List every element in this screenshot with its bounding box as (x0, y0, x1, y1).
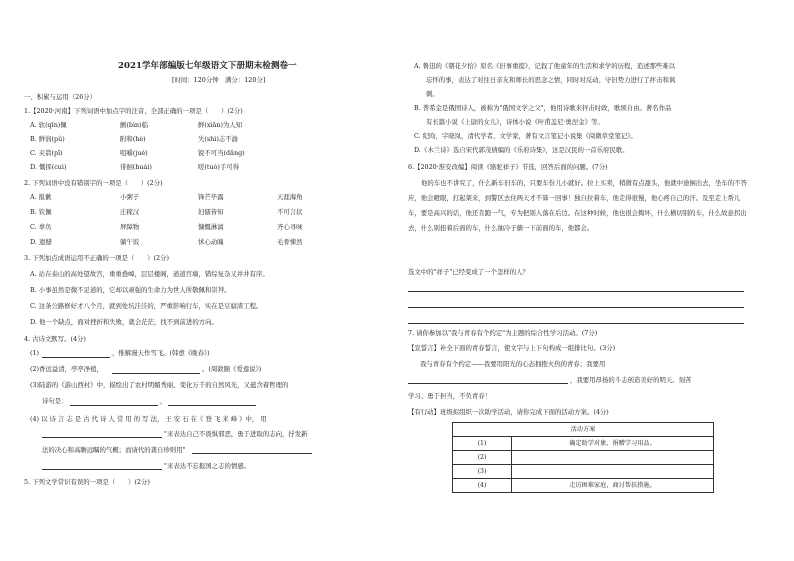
q4-line2-text: (2)香远益清，亭亭净植， (30, 365, 103, 373)
q3-option-a: A. 站在泰山的高处望故宫，重重叠嶂，层层楼阁，道道宫墙，错综复杂又井井有序。 (30, 270, 269, 278)
question-5-stem: 5. 下列文学常识有误的一项是（ ）(2分) (24, 478, 150, 486)
q4-line2-source: 。(周敦颐《爱莲说》) (202, 365, 262, 373)
q2-option-c4: 齐心寻味 (277, 223, 303, 231)
table-header-row (453, 423, 714, 437)
q4-line3-text: (3)陆游的《游山西村》中，描绘出了农村明媚秀丽、变化万千的自然风光，又蕴含着哲理的 (30, 381, 289, 389)
q4-line1-label: (1) (30, 349, 40, 357)
q4-line3-comma: ， (160, 397, 167, 405)
row-number: (2) (453, 451, 512, 465)
q2-option-c2: 屏障物 (120, 223, 140, 231)
q2-option-d4: 毛骨悚然 (277, 238, 303, 246)
q5-option-b-line2: 有长篇小说《上尉的女儿》，诗体小说《叶甫盖尼·奥涅金》等。 (426, 118, 604, 126)
q4-line4-text-b: "来表达自己不畏惧邪恶，勇于进取的志向，抒发新 (164, 430, 308, 438)
q1-option-c3: 锐不可当(dǎng) (198, 149, 245, 157)
q7-pledge-line1: 我与青春有个约定——我要用阳光的心态拥抱火热的青春；我要用 (420, 360, 606, 368)
table-title: 活动方案 (453, 423, 714, 437)
q6-question: 选文中的"祥子"已经变成了一个怎样的人？ (408, 268, 529, 276)
q1-option-d3: 嗟(tuò)手可得 (198, 163, 240, 171)
q2-option-c3: 慷慨淋漓 (198, 223, 224, 231)
question-4-stem: 4. 古诗文默写。(4分) (24, 335, 86, 343)
q4-line1-text: ，惟解漫天作雪飞。(韩愈《晚春》) (112, 349, 210, 357)
q2-option-b2: 庄稼汉 (120, 208, 140, 216)
q6-answer-line-2[interactable] (408, 307, 744, 308)
q2-option-b3: 妇儒皆知 (198, 208, 224, 216)
q4-answer-blank-4b[interactable] (192, 453, 312, 454)
q5-option-a-line3: 刺。 (426, 90, 439, 98)
q2-option-c1: C. 辜负 (30, 223, 52, 231)
section-heading: 一、积累与运用（26分） (24, 93, 97, 101)
q4-answer-blank-3b[interactable] (168, 405, 256, 406)
q4-line4-text-c: 法的决心和高瞻远瞩的气概；而请代的龚自珍则用" (42, 446, 186, 454)
q4-answer-blank-2[interactable] (112, 373, 200, 374)
q1-option-a3: 鲜(xiǎn)为人知 (198, 121, 243, 129)
q1-option-a1: A. 软(qīn)佩 (30, 121, 67, 129)
q2-option-d2: 躺午饭 (120, 238, 140, 246)
q7-pledge-line3: 学习、勇于担当，不负青春！ (408, 392, 492, 400)
table-row (453, 465, 714, 479)
row-number: (4) (453, 479, 512, 493)
q4-answer-blank-1[interactable] (42, 357, 110, 358)
q4-line4-text: (4) 以 诗 言 志 是 古 代 诗 人 常 用 的 写 法， 王 安 石 在《 登 飞 来 峰 》中， 用 (30, 415, 267, 423)
q2-option-d3: 怵心动魄 (198, 238, 224, 246)
q5-option-a-line1: A. 鲁迅的《朝花夕拾》原名《旧事重提》，记叙了他童年的生活和求学的历程，追述那些难以 (414, 62, 676, 70)
q2-option-a2: 小粥子 (120, 193, 140, 201)
row-number: (1) (453, 437, 512, 451)
q2-option-b1: B. 钦佩 (30, 208, 52, 216)
q3-option-c: C. 这条公路修好才八个月，就到处坑洼洼的，严重影响行车，实在是豆腐渣工程。 (30, 302, 263, 310)
q3-option-d: D. 他一个缺点，面对挫折和失败，就会茫茫，找不到前进的方向。 (30, 318, 218, 326)
row-answer-cell[interactable] (512, 465, 714, 479)
q6-reading-passage: 他的车也不讲究了，什么新车旧车的，只要车份儿小就好。拉上买卖，稍微有点甜头，他就中途倒出去，坐车的不答应，他会瞪眼，打起架来，到警区去住两天才不算一回事！独自拉着车，他走得很慢，他心疼自己的汗。及至走上帮儿车，要是高兴的话，他还肯跑一气，专为把别人落在后边。在这种时候，他也很会掏坏，什么横切别的车，什么故意拐出去，什么别扭着后面的车，什么抽冷子搪一下前面的车，他都会。 (408, 179, 747, 232)
q2-option-b4: 不可言状 (277, 208, 303, 216)
q6-answer-line-1[interactable] (408, 291, 744, 292)
row-content: 确定助学对象，捐赠学习用品。 (512, 437, 714, 451)
q1-option-b1: B. 鲜润(pǔ) (30, 135, 65, 143)
table-row (453, 437, 714, 451)
q1-option-c2: 咀嚼(jué) (120, 149, 148, 157)
q3-option-b: B. 小事虽然是微不足道的，它却以顽强的生命力为世人所敬佩和崇拜。 (30, 286, 231, 294)
q2-option-d1: D. 遗撼 (30, 238, 52, 246)
table-row (453, 479, 714, 493)
q4-answer-blank-3a[interactable] (70, 405, 158, 406)
row-number: (3) (453, 465, 512, 479)
q4-line3-prompt: 诗句是： (42, 397, 68, 405)
question-1-stem: 1.【2020·河南】下列词语中加点字的注音，全部正确的一项是（ ）(2分) (24, 107, 243, 115)
question-7-stem: 7. 请你参加以"我与青春有个约定"为主题的综合性学习活动。(7分) (408, 329, 598, 337)
q4-line4-text-d: "来表达不忘报国之志的情感。 (164, 462, 251, 470)
q7-pledge-line2: ，我要用昂扬的斗志创造美好的明天。刻苦 (570, 376, 692, 384)
q1-option-b2: 附和(hè) (120, 135, 146, 143)
q2-option-a1: A. 报歉 (30, 193, 52, 201)
q4-answer-blank-4a[interactable] (42, 437, 162, 438)
q1-option-d2: 徘徊(huái) (120, 163, 152, 171)
q5-option-d: D.《木兰诗》选自宋代郭茂倩编的《乐府诗集》，这是汉民的一首乐府民歌。 (414, 146, 629, 154)
q7-part-action: 【有行动】班级拟组织一次助学活动，请你完成下面的活动方案。(4分) (408, 408, 609, 416)
activity-plan-table (452, 422, 714, 493)
question-2-stem: 2. 下列词语中没有错别字的一项是（ ）(2分) (24, 179, 163, 187)
question-6-stem: 6.【2020·淮安改编】阅读《骆驼祥子》节选，回答后面的问题。(7分) (408, 163, 608, 171)
q1-option-c1: C. 夹箭(pī) (30, 149, 63, 157)
q1-option-d1: D. 慨挥(cuì) (30, 163, 67, 171)
q2-option-a4: 天涯海角 (277, 193, 303, 201)
q5-option-b-line1: B. 普希金是俄国诗人，被称为"俄国文学之父"，他用诗歌来抨击时政，歌颂自由。著名作品 (414, 104, 672, 112)
q7-part-pledge: 【宣誓言】补全下面的青春誓言，使文字与上下句构成一组排比句。(3分) (408, 344, 616, 352)
q2-option-a3: 锋芒毕露 (198, 193, 224, 201)
q1-option-a2: 颤(bìn)临 (120, 121, 149, 129)
q5-option-a-line2: 忘怀的事，表达了对往日亲友和师长的思念之情，同时对反动、守旧势力进行了抨击和讽 (426, 76, 676, 84)
row-answer-cell[interactable] (512, 451, 714, 465)
q4-answer-blank-4c[interactable] (42, 469, 162, 470)
exam-meta: [时间：120分钟 满分：120分] (172, 76, 266, 84)
q1-option-b3: 失(shì)志不渝 (198, 135, 238, 143)
table-row (453, 451, 714, 465)
q7-pledge-blank[interactable] (408, 383, 568, 384)
page-title: 2021学年部编版七年级语文下册期末检测卷一 (118, 61, 297, 71)
q6-answer-line-3[interactable] (408, 323, 744, 324)
q5-option-c: C. 纪昀，字晓岚，清代学者、文学家，著有文言笔记小说集《阅微草堂笔记》。 (414, 132, 637, 140)
question-3-stem: 3. 下列加点成语运用不正确的一项是（ ）(2分) (24, 254, 169, 262)
row-content: 走访困难家庭，商讨帮扶措施。 (512, 479, 714, 493)
